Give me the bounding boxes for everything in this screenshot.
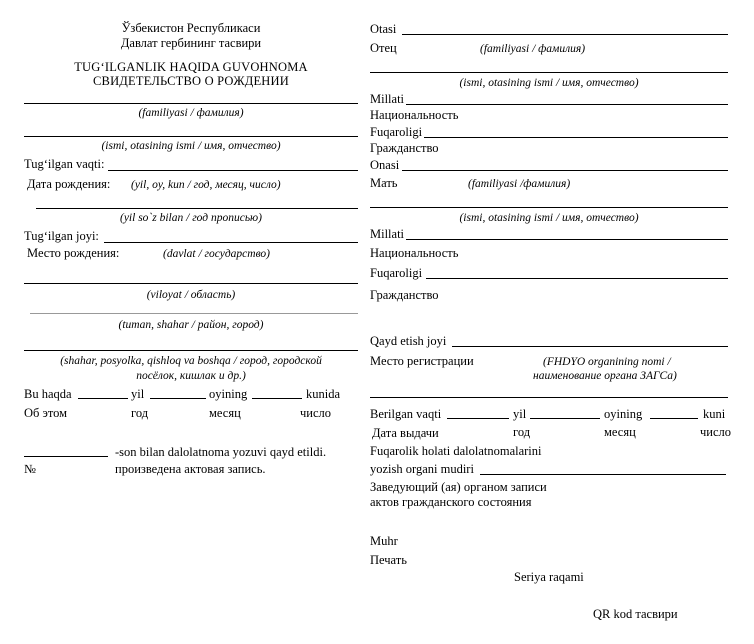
birth-date-label-ru: Дата рождения: [27, 177, 111, 191]
mother-citizenship-ru: Гражданство [370, 288, 439, 302]
region-hint: (viloyat / область) [146, 289, 236, 301]
reg-office-line[interactable] [370, 397, 728, 398]
republic-name: Ўзбекистон Республикаси [121, 21, 261, 35]
record-day-ru: число [300, 406, 332, 420]
mother-surname-line[interactable] [402, 170, 728, 171]
birth-place-line[interactable] [104, 242, 358, 243]
birth-date-hint: (yil, oy, kun / год, месяц, число) [131, 179, 281, 191]
act-number-line[interactable] [24, 456, 108, 457]
father-citizenship-uz: Fuqaroligi [370, 125, 423, 139]
title-uz: TUG‘ILGANLIK HAQIDA GUVOHNOMA [74, 60, 308, 74]
act-text-ru: произведена актовая запись. [115, 462, 266, 476]
issued-day-line[interactable] [650, 418, 698, 419]
mother-label-ru: Мать [370, 176, 398, 190]
father-name-line[interactable] [370, 72, 728, 73]
reg-office-hint-1: (FHDYO organining nomi / [543, 356, 671, 368]
record-year-line[interactable] [78, 398, 128, 399]
surname-hint: (familiyasi / фамилия) [138, 107, 244, 119]
birth-place-label-ru: Место рождения: [27, 246, 120, 260]
record-prefix-ru: Об этом [24, 406, 68, 420]
name-line[interactable] [24, 136, 358, 137]
father-nationality-ru: Национальность [370, 108, 459, 122]
head-signature-line[interactable] [480, 474, 726, 475]
record-prefix-uz: Bu haqda [24, 387, 72, 401]
father-surname-hint: (familiyasi / фамилия) [480, 43, 586, 55]
qr-code-caption: QR kod тасвири [593, 607, 678, 621]
settlement-hint-2: посёлок, кишлак и др.) [136, 370, 246, 382]
father-nationality-line[interactable] [406, 104, 728, 105]
mother-surname-hint: (familiyasi /фамилия) [468, 178, 571, 190]
mother-citizenship-uz: Fuqaroligi [370, 266, 423, 280]
name-hint: (ismi, otasining ismi / имя, отчество) [101, 140, 281, 152]
settlement-line[interactable] [24, 350, 358, 351]
father-label-ru: Отец [370, 41, 397, 55]
emblem-caption: Давлат гербининг тасвири [120, 36, 262, 50]
surname-line[interactable] [24, 103, 358, 104]
mother-name-hint: (ismi, otasining ismi / имя, отчество) [459, 212, 639, 224]
act-number-sign: № [24, 462, 36, 476]
year-words-hint: (yil so`z bilan / год прописью) [120, 212, 262, 224]
issued-year-uz: yil [513, 407, 527, 421]
reg-place-label-ru: Место регистрации [370, 354, 474, 368]
record-day-uz: kunida [306, 387, 341, 401]
district-hint: (tuman, shahar / район, город) [118, 319, 264, 331]
reg-place-label-uz: Qayd etish joyi [370, 334, 447, 348]
head-uz-2: yozish organi mudiri [370, 462, 474, 476]
settlement-hint-1: (shahar, posyolka, qishloq va boshqa / город, городской [60, 355, 322, 367]
head-ru-2: актов гражданского состояния [370, 495, 532, 509]
issued-month-uz: oyining [604, 407, 643, 421]
record-month-uz: oyining [209, 387, 248, 401]
issued-month-ru: месяц [604, 425, 636, 439]
father-nationality-uz: Millati [370, 92, 405, 106]
father-citizenship-ru: Гражданство [370, 141, 439, 155]
father-label-uz: Otasi [370, 22, 397, 36]
title-ru: СВИДЕТЕЛЬСТВО О РОЖДЕНИИ [93, 74, 289, 88]
mother-nationality-uz: Millati [370, 227, 405, 241]
issued-prefix-uz: Berilgan vaqti [370, 407, 442, 421]
head-uz-1: Fuqarolik holati dalolatnomalarini [370, 444, 542, 458]
year-words-line[interactable] [36, 208, 358, 209]
district-line[interactable] [30, 313, 358, 314]
issued-month-line[interactable] [530, 418, 600, 419]
father-surname-line[interactable] [402, 34, 728, 35]
birth-date-line[interactable] [108, 170, 358, 171]
mother-nationality-line[interactable] [406, 239, 728, 240]
issued-prefix-ru: Дата выдачи [372, 426, 439, 440]
seal-label-ru: Печать [370, 553, 407, 567]
country-hint: (davlat / государство) [163, 248, 270, 260]
act-text-uz: -son bilan dalolatnoma yozuvi qayd etildi. [115, 445, 327, 459]
mother-nationality-ru: Национальность [370, 246, 459, 260]
seal-label-uz: Muhr [370, 534, 398, 548]
record-year-uz: yil [131, 387, 145, 401]
birth-place-label-uz: Tug‘ilgan joyi: [24, 229, 99, 243]
reg-office-hint-2: наименование органа ЗАГСа) [533, 370, 677, 382]
mother-label-uz: Onasi [370, 158, 400, 172]
record-month-line[interactable] [150, 398, 206, 399]
record-day-line[interactable] [252, 398, 302, 399]
serial-number-label: Seriya raqami [514, 570, 584, 584]
issued-year-ru: год [513, 425, 531, 439]
birth-date-label-uz: Tug‘ilgan vaqti: [24, 157, 105, 171]
reg-place-line[interactable] [452, 346, 728, 347]
record-month-ru: месяц [209, 406, 241, 420]
issued-day-uz: kuni [703, 407, 726, 421]
mother-citizenship-line[interactable] [426, 278, 728, 279]
issued-year-line[interactable] [447, 418, 509, 419]
father-name-hint: (ismi, otasining ismi / имя, отчество) [459, 77, 639, 89]
region-line[interactable] [24, 283, 358, 284]
father-citizenship-line[interactable] [424, 137, 728, 138]
mother-name-line[interactable] [370, 207, 728, 208]
head-ru-1: Заведующий (ая) органом записи [370, 480, 547, 494]
record-year-ru: год [131, 406, 149, 420]
issued-day-ru: число [700, 425, 732, 439]
